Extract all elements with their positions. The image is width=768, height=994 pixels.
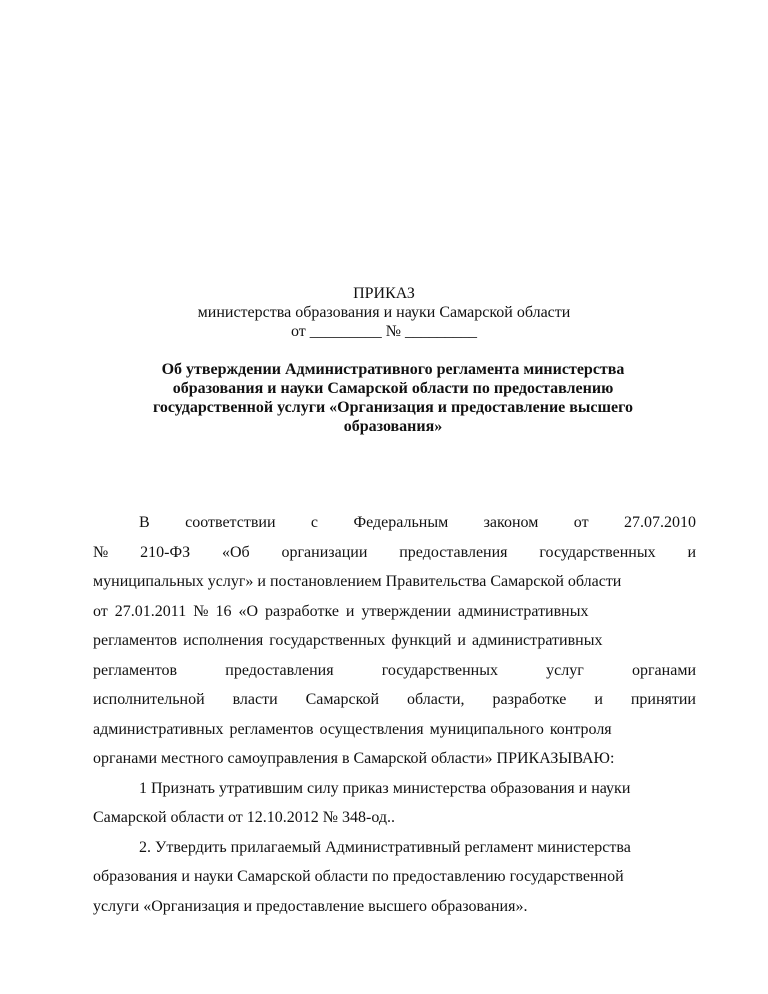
body-line: регламентов предоставления государственных услуг органами — [93, 661, 696, 679]
title-line: образования» — [343, 418, 443, 435]
body-line: образования и науки Самарской области по предоставлению государственной — [93, 868, 624, 885]
body-line: В соответствии с Федеральным законом от 27.07.2010 — [139, 514, 696, 531]
title-line: государственной услуги «Организация и предоставление высшего — [153, 399, 633, 416]
body-line: исполнительной власти Самарской области, разработке и принятии — [93, 691, 696, 708]
body-line: 2. Утвердить прилагаемый Административный регламент министерства — [139, 838, 631, 856]
body-line: административных регламентов осуществления муниципального контроля — [93, 720, 612, 738]
body-line: органами местного самоуправления в Самарской области» ПРИКАЗЫВАЮ: — [93, 750, 615, 767]
ministry-name: министерства образования и науки Самарской области — [197, 304, 571, 321]
document-header — [0, 284, 768, 341]
body-line: услуги «Организация и предоставление высшего образования». — [93, 897, 528, 915]
title-line: Об утверждении Административного регламента министерства — [161, 361, 625, 378]
doc-type: ПРИКАЗ — [353, 285, 415, 302]
body-line: Самарской области от 12.10.2012 № 348-од.. — [93, 809, 396, 826]
document-title — [100, 360, 686, 436]
document-body — [93, 508, 696, 921]
body-line: регламентов исполнения государственных функций и административных — [93, 632, 603, 649]
body-line: 1 Признать утратившим силу приказ министерства образования и науки — [139, 779, 631, 797]
date-number-line: от _________ № _________ — [290, 323, 478, 340]
body-line: № 210-ФЗ «Об организации предоставления государственных и — [93, 543, 696, 561]
title-line: образования и науки Самарской области по предоставлению — [172, 380, 614, 397]
body-line: от 27.01.2011 № 16 «О разработке и утверждении административных — [93, 602, 589, 620]
body-line: муниципальных услуг» и постановлением Правительства Самарской области — [93, 573, 622, 590]
